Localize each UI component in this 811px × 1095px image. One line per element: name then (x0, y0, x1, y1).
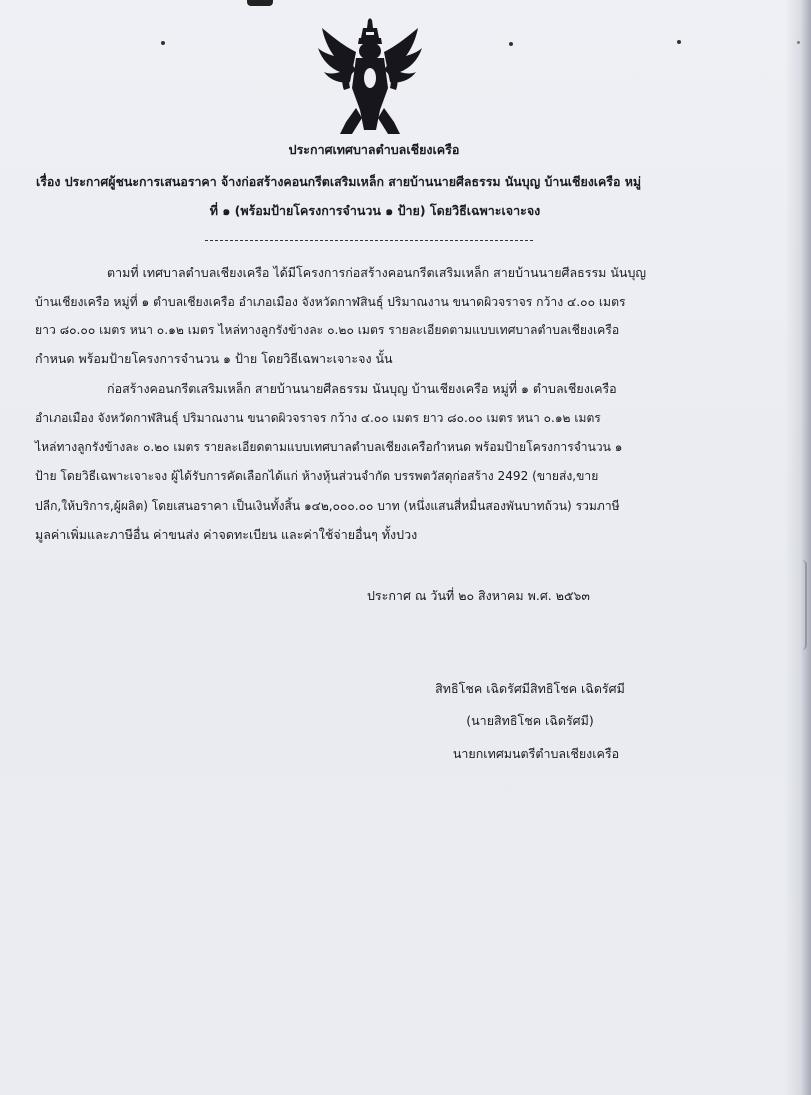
garuda-emblem (316, 18, 424, 138)
body-line: ตามที่ เทศบาลตำบลเชียงเครือ ได้มีโครงการก่อสร้างคอนกรีตเสริมเหล็ก สายบ้านนายศีลธรรม นันบุญ (107, 265, 647, 280)
scan-speck (509, 42, 513, 46)
subject-line-1: เรื่อง ประกาศผู้ชนะการเสนอราคา จ้างก่อสร้างคอนกรีตเสริมเหล็ก สายบ้านนายศีลธรรม นันบุญ บ้านเชียงเครือ หมู่ (36, 174, 642, 189)
subject-line-2: ที่ ๑ (พร้อมป้ายโครงการจำนวน ๑ ป้าย) โดยวิธีเฉพาะเจาะจง (209, 203, 541, 218)
body-line: กำหนด พร้อมป้ายโครงการจำนวน ๑ ป้าย โดยวิธีเฉพาะเจาะจง นั้น (35, 351, 393, 366)
body-line: ป้าย โดยวิธีเฉพาะเจาะจง ผู้ได้รับการคัดเลือกได้แก่ ห้างหุ้นส่วนจำกัด บรรพตวัสดุก่อสร้าง 2492 (ขายส่ง,ขาย (35, 469, 599, 483)
body-line: บ้านเชียงเครือ หมู่ที่ ๑ ตำบลเชียงเครือ อำเภอเมือง จังหวัดกาฬสินธุ์ ปริมาณงาน ขนาดผิวจราจร กว้าง ๔.๐๐ เมตร (35, 295, 626, 309)
body-line: ก่อสร้างคอนกรีตเสริมเหล็ก สายบ้านนายศีลธรรม นันบุญ บ้านเชียงเครือ หมู่ที่ ๑ ตำบลเชียงเครือ (107, 381, 617, 396)
scan-mark (247, 0, 273, 6)
scan-edge-curl (802, 560, 807, 650)
scan-speck (677, 40, 681, 44)
body-line: มูลค่าเพิ่มและภาษีอื่น ค่าขนส่ง ค่าจดทะเบียน และค่าใช้จ่ายอื่นๆ ทั้งปวง (35, 527, 418, 542)
announcement-date: ประกาศ ณ วันที่ ๒๐ สิงหาคม พ.ศ. ๒๕๖๓ (367, 588, 590, 603)
body-line: ปลีก,ให้บริการ,ผู้ผลิต) โดยเสนอราคา เป็นเงินทั้งสิ้น ๑๔๒,๐๐๐.๐๐ บาท (หนึ่งแสนสี่หมื่นสองพันบาทถ้วน) รวมภาษี (35, 499, 620, 513)
signed-name: สิทธิโชค เฉิดรัศมีสิทธิโชค เฉิดรัศมี (435, 681, 625, 696)
body-line: ยาว ๘๐.๐๐ เมตร หนา ๐.๑๒ เมตร ไหล่ทางลูกรังข้างละ ๐.๒๐ เมตร รายละเอียดตามแบบเทศบาลตำบลเชียงเครือ (35, 323, 620, 337)
body-line: อำเภอเมือง จังหวัดกาฬสินธุ์ ปริมาณงาน ขนาดผิวจราจร กว้าง ๔.๐๐ เมตร ยาว ๘๐.๐๐ เมตร หนา ๐.๑๒ เมตร (35, 411, 601, 425)
divider (205, 240, 533, 241)
scan-speck (161, 41, 165, 45)
announcement-title: ประกาศเทศบาลตำบลเชียงเครือ (288, 142, 460, 157)
signer-position: นายกเทศมนตรีตำบลเชียงเครือ (452, 746, 620, 761)
body-line: ไหล่ทางลูกรังข้างละ ๐.๒๐ เมตร รายละเอียดตามแบบเทศบาลตำบลเชียงเครือกำหนด พร้อมป้ายโครงการจำนวน ๑ (35, 440, 623, 454)
scan-edge-shadow (785, 0, 811, 1095)
printed-name: (นายสิทธิโชค เฉิดรัศมี) (466, 713, 594, 728)
